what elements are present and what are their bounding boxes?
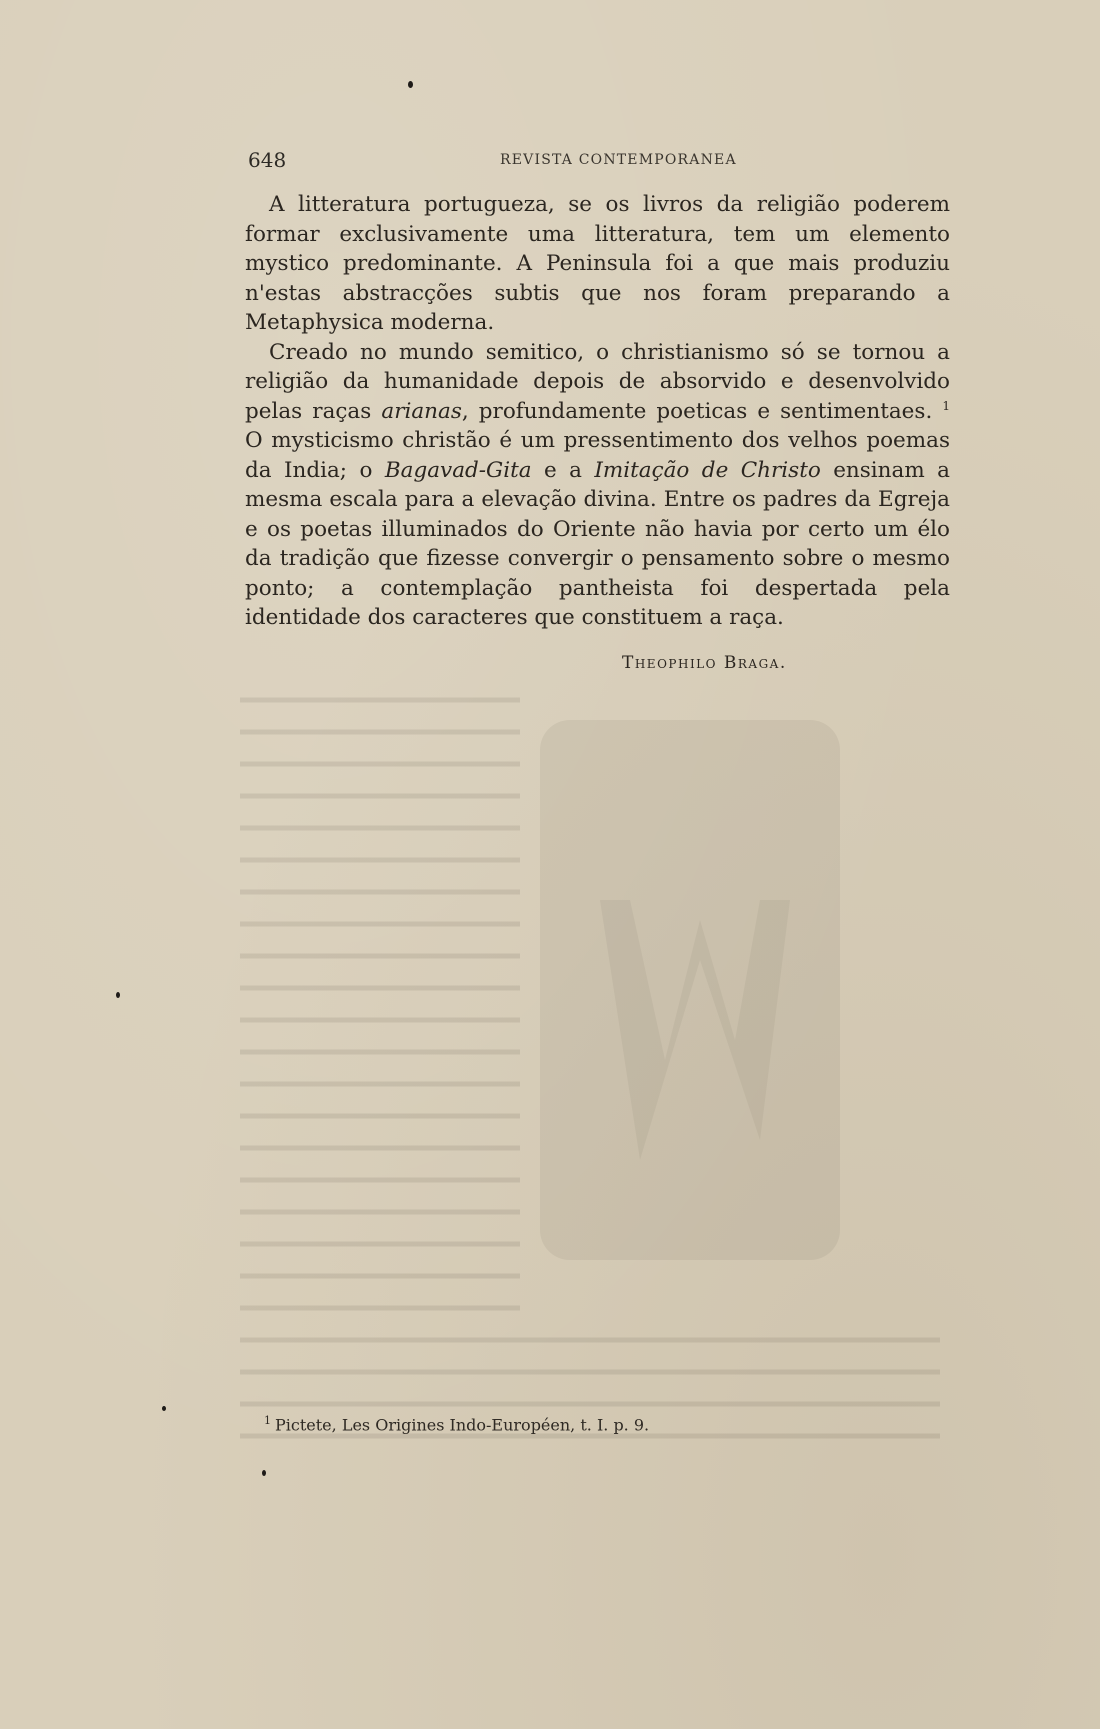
paragraph-2-text: e a <box>531 457 595 483</box>
running-title: REVISTA CONTEMPORANEA <box>500 152 737 168</box>
page-number: 648 <box>248 148 287 172</box>
italic-title-imitacao: Imitação de Christo <box>594 457 821 483</box>
footnote-text: Pictete, Les Origines Indo-Européen, t. I. p. 9. <box>275 1415 650 1435</box>
italic-title-bagavad-gita: Bagavad-Gita <box>384 457 532 483</box>
footnote-reference: 1 <box>942 398 950 413</box>
footnote <box>264 1414 649 1434</box>
ink-speck <box>408 81 413 88</box>
author-signature: Theophilo Braga. <box>622 653 787 673</box>
italic-term-arianas: arianas <box>381 398 462 424</box>
paragraph-2-text: Creado no mundo semitico, o christianismo só se tornou a religião da humanidade depois de absorvido e desenvolvido pelas raças <box>245 339 950 424</box>
ink-speck <box>162 1406 166 1411</box>
paragraph-2 <box>245 338 950 633</box>
page-header <box>248 148 954 172</box>
footnote-mark: 1 <box>264 1414 271 1427</box>
ink-speck <box>116 992 120 998</box>
article-body <box>245 190 950 633</box>
ink-speck <box>262 1470 266 1476</box>
paragraph-2-text: , profundamente poeticas e sentimentaes. <box>461 398 943 424</box>
paragraph-1: A litteratura portugueza, se os livros da religião poderem formar exclusivamente uma litteratura, tem um elemento mystico predominante. A Peninsula foi a que mais produziu n'estas abstracções subtis que nos foram preparando a Metaphysica moderna. <box>245 192 950 335</box>
paragraph-2-text: O mysticismo christão é um pressentimento dos velhos poemas da India; o <box>245 428 950 483</box>
paragraph-2-text: ensinam a mesma escala para a elevação divina. Entre os padres da Egreja e os poetas illuminados do Oriente não havia por certo um élo da tradição que fizesse convergir o pensamento sobre o mesmo ponto; a contemplação pantheista foi despertada pela identidade dos caracteres que constituem a raça. <box>245 457 950 630</box>
